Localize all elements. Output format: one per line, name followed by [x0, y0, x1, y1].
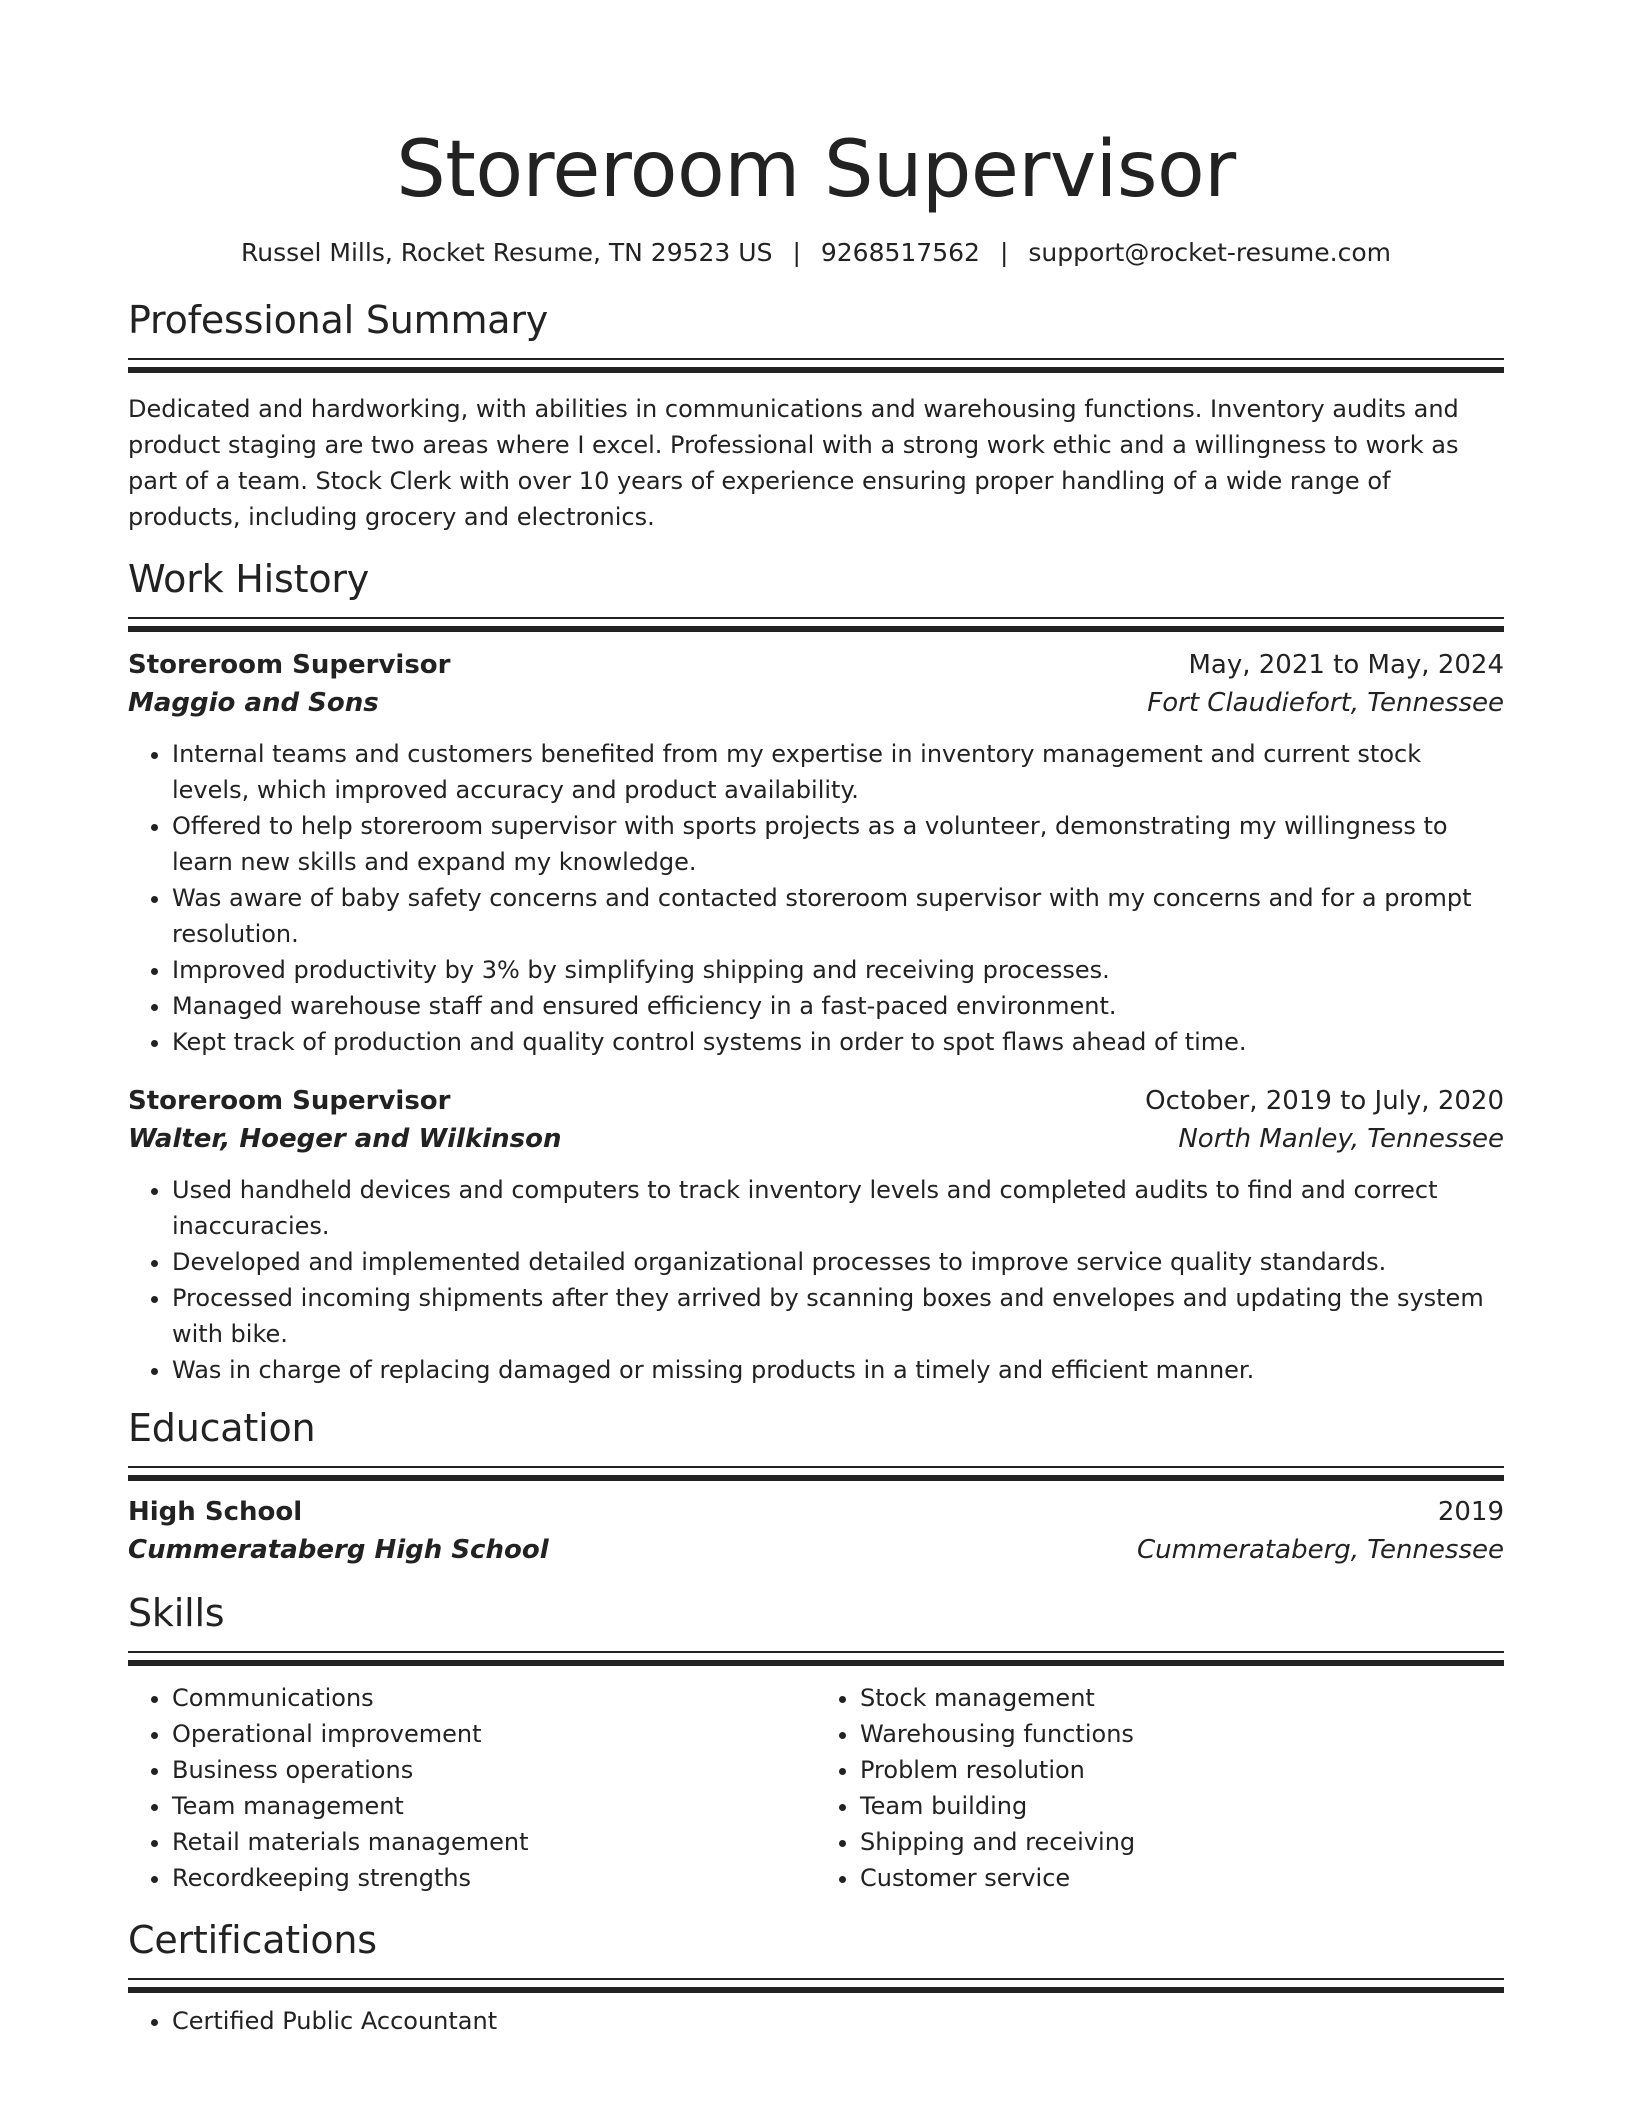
- certification-item: • Certified Public Accountant: [172, 2003, 1504, 2039]
- job-dates: May, 2021 to May, 2024: [1188, 650, 1504, 680]
- job-subheader: [128, 1120, 1504, 1158]
- section-divider: [128, 617, 1504, 632]
- job-bullet: • Processed incoming shipments after they arrived by scanning boxes and envelopes and updating the system with bike.: [172, 1280, 1504, 1352]
- certifications-heading: Certifications: [128, 1918, 377, 1962]
- contact-line: [128, 236, 1504, 270]
- contact-phone: 9268517562: [820, 238, 980, 267]
- skills-list-right: [816, 1680, 1504, 1896]
- skill-item: • Warehousing functions: [860, 1716, 1504, 1752]
- job-location: Fort Claudiefort, Tennessee: [1147, 688, 1504, 718]
- skills-heading: Skills: [128, 1591, 225, 1635]
- job-bullet: • Kept track of production and quality control systems in order to spot flaws ahead of time.: [172, 1024, 1504, 1060]
- job-bullets: [128, 736, 1504, 1060]
- education-entry: [128, 1493, 1504, 1569]
- skill-item: • Shipping and receiving: [860, 1824, 1504, 1860]
- summary-section: [128, 296, 1504, 535]
- resume-title: Storeroom Supervisor: [396, 125, 1236, 215]
- education-school: Cummerataberg High School: [128, 1535, 549, 1565]
- education-subheader: [128, 1531, 1504, 1569]
- section-divider: [128, 1978, 1504, 1993]
- education-heading: Education: [128, 1406, 316, 1450]
- job-entry: [128, 1082, 1504, 1388]
- work-heading: Work History: [128, 557, 370, 601]
- contact-address: Russel Mills, Rocket Resume, TN 29523 US: [241, 238, 773, 267]
- education-section: [128, 1404, 1504, 1569]
- summary-text: Dedicated and hardworking, with abilities in communications and warehousing functions. Inventory audits and product staging are two areas where I excel. Professional with a strong work ethic and a willingness to work as part of a team. Stock Clerk with over 10 years of experience ensuring proper handling of a wide range of products, including grocery and electronics.: [128, 395, 1459, 531]
- skill-item: • Retail materials management: [172, 1824, 816, 1860]
- contact-email: support@rocket-resume.com: [1028, 238, 1391, 267]
- skills-columns: [128, 1666, 1504, 1896]
- summary-heading: Professional Summary: [128, 298, 549, 342]
- job-bullet: • Managed warehouse staff and ensured efficiency in a fast-paced environment.: [172, 988, 1504, 1024]
- contact-separator: |: [999, 238, 1009, 267]
- skills-section: [128, 1589, 1504, 1896]
- skill-item: • Customer service: [860, 1860, 1504, 1896]
- job-bullet: • Offered to help storeroom supervisor with sports projects as a volunteer, demonstrating my willingness to learn new skills and expand my knowledge.: [172, 808, 1504, 880]
- job-title: Storeroom Supervisor: [128, 1086, 451, 1116]
- skill-item: • Team building: [860, 1788, 1504, 1824]
- skill-item: • Communications: [172, 1680, 816, 1716]
- job-company: Maggio and Sons: [128, 688, 379, 718]
- job-bullet: • Used handheld devices and computers to track inventory levels and completed audits to find and correct inaccuracies.: [172, 1172, 1504, 1244]
- job-dates: October, 2019 to July, 2020: [1145, 1086, 1504, 1116]
- job-bullet: • Internal teams and customers benefited from my expertise in inventory management and current stock levels, which improved accuracy and product availability.: [172, 736, 1504, 808]
- education-location: Cummerataberg, Tennessee: [1137, 1535, 1504, 1565]
- section-divider: [128, 1651, 1504, 1666]
- job-header: [128, 1082, 1504, 1120]
- education-year: 2019: [1437, 1497, 1504, 1527]
- section-divider: [128, 358, 1504, 373]
- job-bullet: • Improved productivity by 3% by simplifying shipping and receiving processes.: [172, 952, 1504, 988]
- job-bullets: [128, 1172, 1504, 1388]
- education-header: [128, 1493, 1504, 1531]
- education-degree: High School: [128, 1497, 303, 1527]
- job-subheader: [128, 684, 1504, 722]
- certifications-list: [128, 2003, 1504, 2039]
- section-divider: [128, 1466, 1504, 1481]
- certifications-section: [128, 1916, 1504, 2039]
- skill-item: • Recordkeeping strengths: [172, 1860, 816, 1896]
- job-bullet: • Was in charge of replacing damaged or missing products in a timely and efficient manner.: [172, 1352, 1504, 1388]
- job-location: North Manley, Tennessee: [1178, 1124, 1504, 1154]
- contact-separator: |: [792, 238, 801, 267]
- job-title: Storeroom Supervisor: [128, 650, 451, 680]
- job-entry: [128, 646, 1504, 1060]
- skill-item: • Problem resolution: [860, 1752, 1504, 1788]
- job-bullet: • Was aware of baby safety concerns and contacted storeroom supervisor with my concerns and for a prompt resolution.: [172, 880, 1504, 952]
- job-header: [128, 646, 1504, 684]
- job-company: Walter, Hoeger and Wilkinson: [128, 1124, 562, 1154]
- work-section: [128, 555, 1504, 1388]
- skill-item: • Operational improvement: [172, 1716, 816, 1752]
- skill-item: • Team management: [172, 1788, 816, 1824]
- skills-list-left: [128, 1680, 816, 1896]
- job-bullet: • Developed and implemented detailed organizational processes to improve service quality standards.: [172, 1244, 1504, 1280]
- skill-item: • Stock management: [860, 1680, 1504, 1716]
- skill-item: • Business operations: [172, 1752, 816, 1788]
